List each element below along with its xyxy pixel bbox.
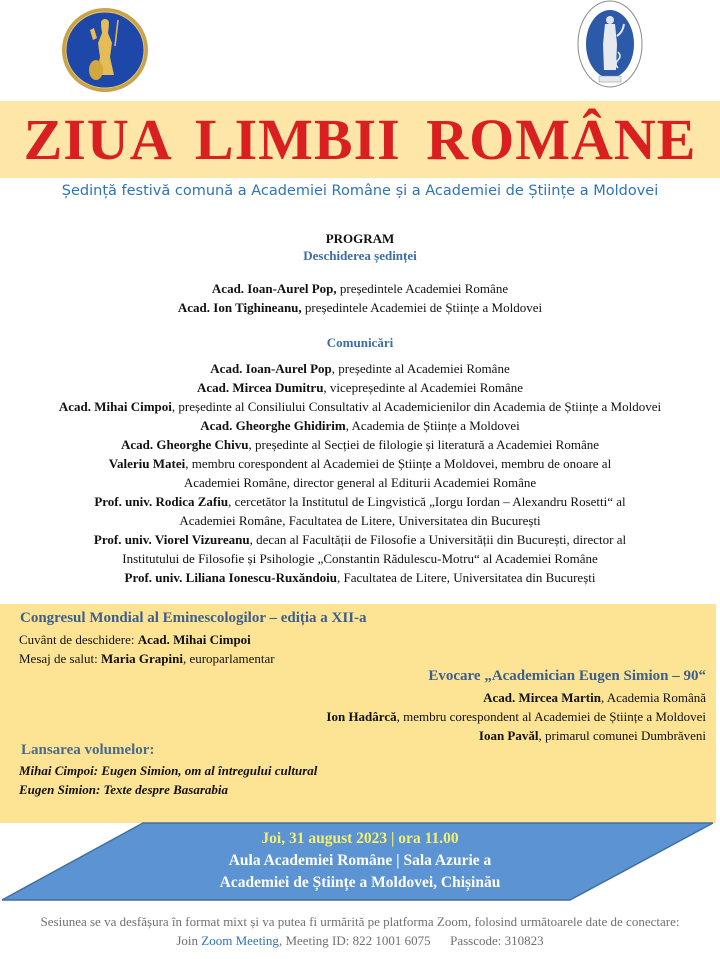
communication-line: Prof. univ. Liliana Ionescu-Ruxăndoiu, Facultatea de Litere, Universitatea din București	[124, 570, 596, 585]
evocation-speakers	[326, 688, 706, 745]
communications-heading: Comunicări	[326, 335, 394, 350]
communication-line: Acad. Mircea Dumitru, vicepreședinte al Academiei Române	[196, 380, 524, 395]
communication-line: Academiei Române, director general al Editurii Academiei Române	[183, 475, 537, 490]
event-place-line2: Academiei de Științe a Moldovei, Chișinău	[219, 874, 501, 891]
zoom-info: Sesiunea se va desfășura în format mixt și va putea fi urmărită pe platforma Zoom, folosind următoarele date de conectare: Join Zoom Meeting, Meeting ID: 822 1001 6075 Passcode: 310823	[40, 914, 680, 948]
evocation-heading: Evocare „Academician Eugen Simion – 90“	[428, 668, 706, 684]
meeting-id: , Meeting ID: 822 1001 6075	[278, 933, 431, 948]
communications-list	[0, 359, 720, 587]
page-title: ZIUA LIMBII ROMÂNE	[23, 107, 697, 172]
opening-speaker: Acad. Ioan-Aurel Pop, președintele Academiei Române	[211, 281, 509, 296]
communication-line: Prof. univ. Rodica Zafiu, cercetător la Institutul de Lingvistică „Iorgu Iordan – Alexandru Rosetti“ al	[94, 494, 626, 509]
event-banner	[0, 828, 720, 894]
academia-romana-logo	[60, 6, 150, 94]
program-label: PROGRAM	[325, 231, 395, 246]
congress-opening: Cuvânt de deschidere: Acad. Mihai Cimpoi	[19, 632, 251, 647]
event-place-line1: Aula Academiei Române | Sala Azurie a	[228, 852, 492, 869]
communication-line: Valeriu Matei, membru corespondent al Academiei de Științe a Moldovei, membru de onoare al	[108, 456, 612, 471]
evocation-speaker: Acad. Mircea Martin, Academia Română	[483, 690, 706, 705]
passcode: Passcode: 310823	[430, 933, 544, 948]
opening-speaker: Acad. Ion Tighineanu, președintele Academiei de Științe a Moldovei	[177, 300, 543, 315]
communication-line: Acad. Mihai Cimpoi, președinte al Consiliului Consultativ al Academicienilor din Academia de Științe a Moldovei	[58, 399, 662, 414]
communication-line: Prof. univ. Viorel Vizureanu, decan al Facultății de Filosofie a Universității din București, director al	[93, 532, 627, 547]
communication-line: Acad. Ioan-Aurel Pop, președinte al Academiei Române	[210, 361, 510, 376]
communication-line: Acad. Gheorghe Ghidirim, Academia de Științe a Moldovei	[200, 418, 520, 433]
opening-speakers	[0, 279, 720, 317]
event-date-time: Joi, 31 august 2023 | ora 11.00	[261, 830, 459, 847]
opening-heading: Deschiderea ședinței	[303, 248, 417, 263]
book-title: Mihai Cimpoi: Eugen Simion, om al întregului cultural	[19, 763, 318, 778]
congress-heading: Congresul Mondial al Eminescologilor – ediția a XII-a	[20, 610, 367, 626]
evocation-speaker: Ioan Pavăl, primarul comunei Dumbrăveni	[478, 728, 706, 743]
book-launch-list	[19, 761, 317, 799]
communication-line: Academiei Române, Facultatea de Litere, Universitatea din București	[179, 513, 541, 528]
subtitle: Ședință festivă comună a Academiei Române și a Academiei de Științe a Moldovei	[61, 183, 659, 199]
session-note: Sesiunea se va desfășura în format mixt și va putea fi urmărită pe platforma Zoom, folosind următoarele date de conectare:	[40, 914, 680, 929]
zoom-meeting-link[interactable]: Zoom Meeting	[201, 933, 279, 948]
academia-moldovei-logo	[577, 0, 643, 94]
communication-line: Institutului de Filosofie și Psihologie „Constantin Rădulescu-Motru“ al Academiei Române	[122, 551, 598, 566]
congress-greeting: Mesaj de salut: Maria Grapini, europarlamentar	[19, 651, 275, 666]
book-launch-heading: Lansarea volumelor:	[21, 742, 155, 758]
book-title: Eugen Simion: Texte despre Basarabia	[19, 782, 228, 797]
communication-line: Acad. Gheorghe Chivu, președinte al Secției de filologie și literatură a Academiei Române	[121, 437, 599, 452]
evocation-speaker: Ion Hadârcă, membru corespondent al Academiei de Științe a Moldovei	[326, 709, 706, 724]
